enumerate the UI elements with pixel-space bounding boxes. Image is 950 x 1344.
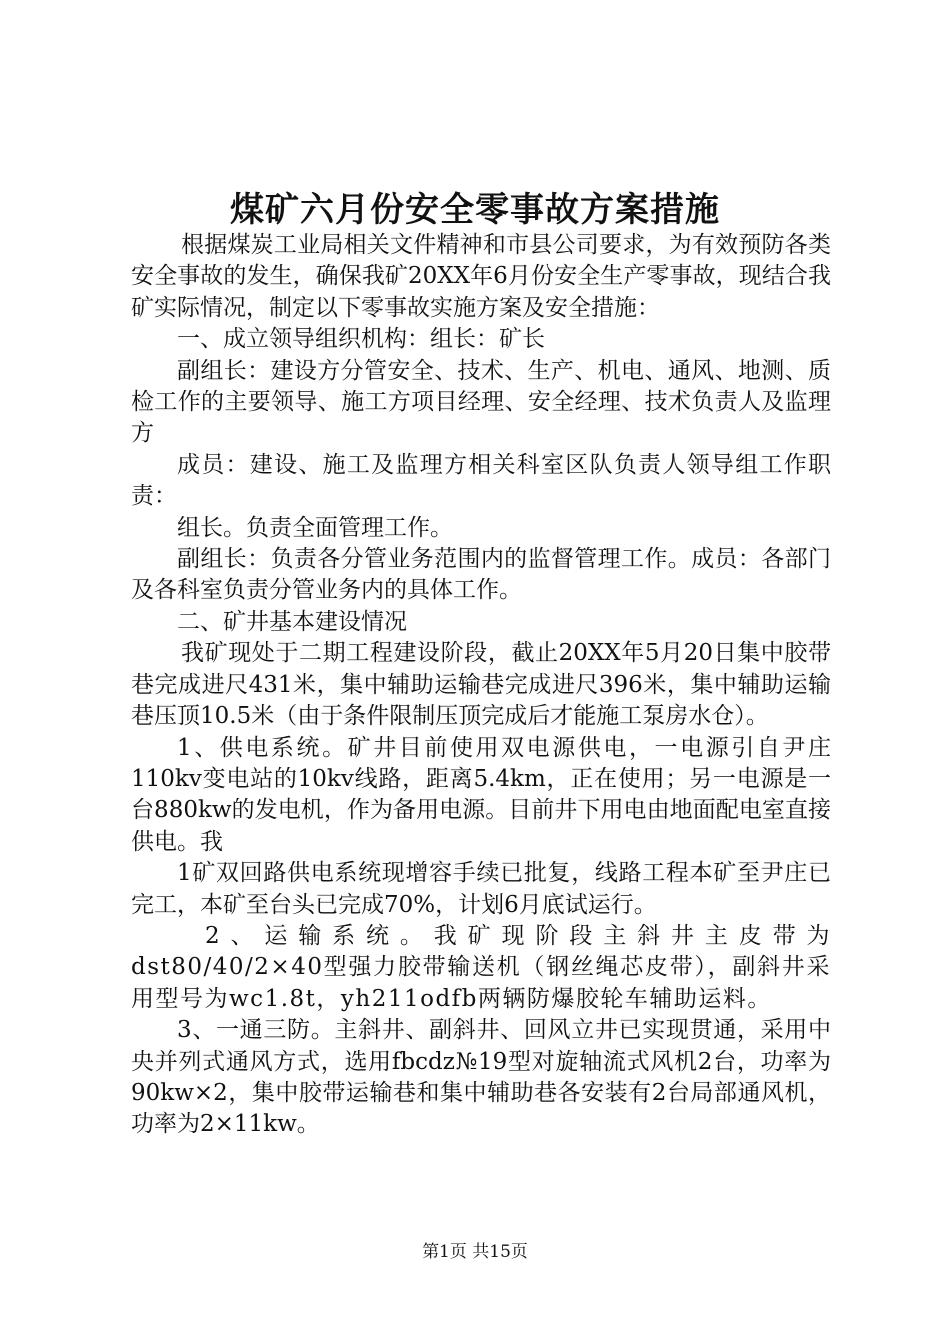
paragraph-transport: 2、运输系统。我矿现阶段主斜井主皮带为dst80/40/2×40型强力胶带输送机（钢丝绳芯皮带），副斜井采用型号为wc1.8t，yh211odfb两辆防爆胶轮车辅助运料。 bbox=[131, 922, 831, 1012]
paragraph-deputy-leaders: 副组长：建设方分管安全、技术、生产、机电、通风、地测、质检工作的主要领导、施工方项目经理、安全经理、技术负责人及监理方 bbox=[131, 357, 831, 447]
document-body bbox=[131, 230, 831, 1141]
paragraph-section-1-heading: 一、成立领导组织机构：组长：矿长 bbox=[177, 326, 545, 353]
paragraph-leader-duty: 组长。负责全面管理工作。 bbox=[177, 514, 453, 541]
paragraph-power-supply: 1、供电系统。矿井目前使用双电源供电，一电源引自尹庄110kv变电站的10kv线路，距离5.4km，正在使用；另一电源是一台880kw的发电机，作为备用电源。目前井下用电由地面配电室直接供电。我 bbox=[131, 734, 831, 855]
paragraph-deputy-duty: 副组长：负责各分管业务范围内的监督管理工作。成员：各部门及各科室负责分管业务内的具体工作。 bbox=[131, 546, 831, 604]
paragraph-ventilation: 3、一通三防。主斜井、副斜井、回风立井已实现贯通，采用中央并列式通风方式，选用fbcdz№19型对旋轴流式风机2台，功率为90kw×2，集中胶带运输巷和集中辅助巷各安装有2台局部通风机，功率为2×11kw。 bbox=[131, 1017, 831, 1138]
paragraph-section-2-heading: 二、矿井基本建设情况 bbox=[177, 608, 407, 635]
paragraph-dual-circuit: 1矿双回路供电系统现增容手续已批复，线路工程本矿至尹庄已完工，本矿至台头已完成70%，计划6月底试运行。 bbox=[131, 860, 831, 918]
paragraph-members: 成员：建设、施工及监理方相关科室区队负责人领导组工作职责： bbox=[131, 451, 831, 510]
paragraph-construction-status: 我矿现处于二期工程建设阶段，截止20XX年5月20日集中胶带巷完成进尺431米，集中辅助运输巷完成进尺396米，集中辅助运输巷压顶10.5米（由于条件限制压顶完成后才能施工泵房水仓）。 bbox=[131, 640, 831, 730]
page-footer: 第1页 共15页 bbox=[422, 1242, 528, 1262]
paragraph-intro: 根据煤炭工业局相关文件精神和市县公司要求，为有效预防各类安全事故的发生，确保我矿20XX年6月份安全生产零事故，现结合我矿实际情况，制定以下零事故实施方案及安全措施： bbox=[131, 232, 831, 321]
document-title: 煤矿六月份安全零事故方案措施 bbox=[230, 190, 720, 230]
